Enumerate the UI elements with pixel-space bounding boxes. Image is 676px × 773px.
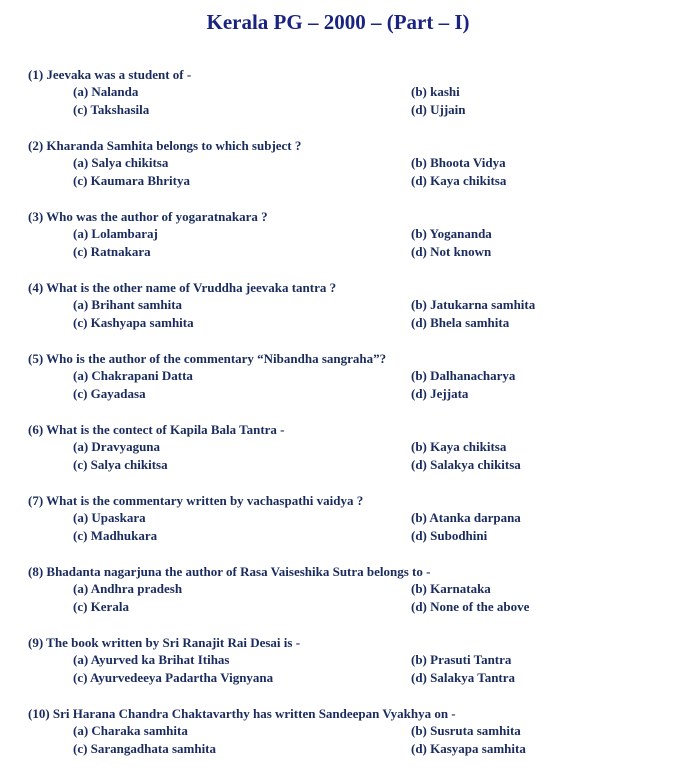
option-b: (b) Dalhanacharya [411, 368, 516, 383]
option-row [28, 722, 658, 740]
option-d: (d) Kaya chikitsa [411, 173, 507, 188]
option-b: (b) Atanka darpana [411, 510, 521, 525]
question-9 [28, 634, 658, 687]
question-7 [28, 492, 658, 545]
question-1 [28, 66, 658, 119]
option-d: (d) Jejjata [411, 386, 469, 401]
option-c: (c) Ayurvedeeya Padartha Vignyana [73, 670, 274, 685]
question-6 [28, 421, 658, 474]
option-d: (d) Ujjain [411, 102, 466, 117]
option-c: (c) Ratnakara [73, 244, 151, 259]
option-row [28, 669, 658, 687]
option-a: (a) Chakrapani Datta [73, 368, 193, 383]
option-c: (c) Sarangadhata samhita [73, 741, 217, 756]
page-title: Kerala PG – 2000 – (Part – I) [206, 10, 470, 34]
option-a: (a) Upaskara [73, 510, 146, 525]
question-text: (8) Bhadanta nagarjuna the author of Rasa Vaiseshika Sutra belongs to - [28, 564, 431, 579]
question-4 [28, 279, 658, 332]
option-d: (d) Kasyapa samhita [411, 741, 526, 756]
question-3 [28, 208, 658, 261]
question-5 [28, 350, 658, 403]
option-c: (c) Kerala [73, 599, 129, 614]
option-c: (c) Madhukara [73, 528, 158, 543]
option-d: (d) Bhela samhita [411, 315, 510, 330]
question-text: (9) The book written by Sri Ranajit Rai Desai is - [28, 635, 301, 650]
option-b: (b) Karnataka [411, 581, 491, 596]
option-c: (c) Kashyapa samhita [73, 315, 194, 330]
option-a: (a) Lolambaraj [73, 226, 158, 241]
question-text: (3) Who was the author of yogaratnakara ? [28, 209, 268, 224]
option-row [28, 172, 658, 190]
question-text: (4) What is the other name of Vruddha jeevaka tantra ? [28, 280, 337, 295]
question-text: (7) What is the commentary written by vachaspathi vaidya ? [28, 493, 364, 508]
question-text: (10) Sri Harana Chandra Chaktavarthy has written Sandeepan Vyakhya on - [28, 706, 456, 721]
option-b: (b) Susruta samhita [411, 723, 521, 738]
option-a: (a) Ayurved ka Brihat Itihas [73, 652, 230, 667]
option-b: (b) Prasuti Tantra [411, 652, 512, 667]
option-row [28, 225, 658, 243]
option-row [28, 154, 658, 172]
option-d: (d) Subodhini [411, 528, 488, 543]
question-text: (2) Kharanda Samhita belongs to which subject ? [28, 138, 302, 153]
option-a: (a) Andhra pradesh [73, 581, 183, 596]
option-d: (d) None of the above [411, 599, 530, 614]
question-text: (6) What is the contect of Kapila Bala Tantra - [28, 422, 285, 437]
option-b: (b) Yogananda [411, 226, 492, 241]
option-c: (c) Kaumara Bhritya [73, 173, 190, 188]
option-row [28, 367, 658, 385]
option-row [28, 83, 658, 101]
option-c: (c) Gayadasa [73, 386, 146, 401]
option-row [28, 243, 658, 261]
option-row [28, 527, 658, 545]
question-text: (1) Jeevaka was a student of - [28, 67, 192, 82]
option-a: (a) Charaka samhita [73, 723, 188, 738]
option-b: (b) Kaya chikitsa [411, 439, 507, 454]
question-text: (5) Who is the author of the commentary “Nibandha sangraha”? [28, 351, 387, 366]
option-b: (b) kashi [411, 84, 460, 99]
option-row [28, 509, 658, 527]
option-row [28, 296, 658, 314]
option-c: (c) Takshasila [73, 102, 150, 117]
option-row [28, 385, 658, 403]
question-10 [28, 705, 658, 758]
option-d: (d) Not known [411, 244, 492, 259]
option-row [28, 438, 658, 456]
option-c: (c) Salya chikitsa [73, 457, 168, 472]
option-row [28, 456, 658, 474]
option-d: (d) Salakya Tantra [411, 670, 516, 685]
option-row [28, 598, 658, 616]
option-row [28, 101, 658, 119]
option-d: (d) Salakya chikitsa [411, 457, 521, 472]
option-a: (a) Brihant samhita [73, 297, 183, 312]
option-row [28, 580, 658, 598]
question-2 [28, 137, 658, 190]
option-a: (a) Dravyaguna [73, 439, 161, 454]
option-row [28, 651, 658, 669]
question-8 [28, 563, 658, 616]
option-b: (b) Jatukarna samhita [411, 297, 536, 312]
option-a: (a) Nalanda [73, 84, 139, 99]
option-a: (a) Salya chikitsa [73, 155, 169, 170]
option-b: (b) Bhoota Vidya [411, 155, 506, 170]
option-row [28, 314, 658, 332]
option-row [28, 740, 658, 758]
